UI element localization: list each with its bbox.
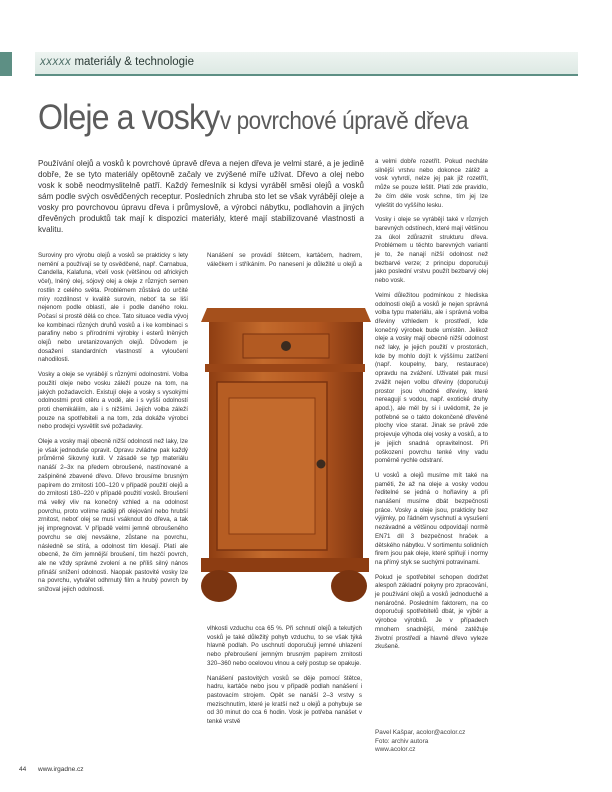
section-color-tab xyxy=(0,52,12,76)
column-2-text-bottom xyxy=(207,625,362,733)
author-credit xyxy=(375,729,535,755)
column-3-text xyxy=(375,158,488,658)
lead-paragraph: Používání olejů a vosků k povrchové úpravě dřeva a nejen dřeva je velmi staré, a je jedině dobře, že se tyto materiály opětovně začaly ve zvýšené míře užívat. Dřevo a olej nebo vosk k sobě neodmyslitelně patří. Každý řemeslník si kdysi vyráběl směsi olejů a vosků sám podle svých osvědčených receptur. Posledních zhruba sto let se však vyrábějí oleje a vosky pro povrchovou úpravu dřeva i průmyslově, a výrobci nábytku, podlahovin a jiných dřevěných produktů tak mají k dispozici materiály, které mají stabilizované vlastnosti a kvalitu. xyxy=(38,159,364,234)
article-title xyxy=(38,98,583,138)
paragraph: Vosky a oleje se vyrábějí s různými odolnostmi. Volba použití oleje nebo vosku záleží pouze na tom, na jakých požadavcích. Existují oleje a vosky s vysokými odolnostmi proti otěru a vodě, ale i s vyšší odolností proti chemikáliím, ale i s nižšími. Jejich volba záleží pouze na spotřebiteli a na tom, zda dokáže výrobci nebo prodejci vysvětlit své požadavky. xyxy=(38,371,188,431)
author-line: Pavel Kašpar, acolor@acolor.cz xyxy=(375,729,466,736)
column-1-text xyxy=(38,252,188,601)
paragraph: Suroviny pro výrobu olejů a vosků se prakticky s lety nemění a používají se ty osvědčené, např. Carnabua, Candella, Kalafuna, včelí vosk (většinou od afrických včel), lněný olej, sójový olej a oleje z různých semen rostlin z celého světa. Problémem zůstává do určité míry rozdílnost v kvalitě surovin, neboť ta se liší nejenom podle oblastí, ale i podle daného roku. Počasí si prostě dělá co chce. Tato situace vedla vývoj ke kombinaci různých druhů vosků a i ke kombinaci s parafiny nebo s přírodními výrobky i esterů lněných olejů nebo uretanizovaných olejů. Důvodem je dosažení standardních vlastností a vyloučení nahodilosti. xyxy=(38,252,188,364)
paragraph: U vosků a olejů musíme mít také na paměti, že až na oleje a vosky vodou ředitelné se jedná o hořlaviny a při nanášení musíme dbát bezpečnosti práce. Vosky a oleje jsou, prakticky bez výjimky, po řádném vyschnutí a vysušení nezávadné a většinou odpovídají normě EN71 díl 3 bezpečnost hraček a dětského nábytku. V sortimentu solidních firem jsou pak oleje, které splňují i normy na přímý styk se suchými potravinami. xyxy=(375,471,488,566)
title-sub: v povrchové úpravě dřeva xyxy=(219,107,468,135)
nightstand-photo xyxy=(195,268,373,608)
page-number: 44 xyxy=(19,766,27,773)
section-header xyxy=(35,52,578,76)
title-main: Oleje a vosky xyxy=(38,98,220,137)
section-prefix: xxxxx xyxy=(40,56,72,68)
paragraph: Nanášení pastovitých vosků se děje pomocí štětce, hadru, kartáče nebo jsou v případě podlah nanášení i pastovacím strojem. Opět se nanáší 2–3 vrstvy s mezischnutím, které je kratší než u olejů a pohybuje se od 30 minut do cca 6 hodin. Vosk je potřeba nanášet v tenké vrstvě xyxy=(207,674,362,726)
footer-url[interactable]: www.irgadne.cz xyxy=(38,766,84,773)
paragraph: a velmi dobře rozetřít. Pokud necháte silnější vrstvu nebo dokonce zátěž a vosk vytvrdí, nelze jej pak již rozetřít, může se pouze leštit. Platí zde pravidlo, že čím déle vosk schne, tím jej lze vyleštit do vyššího lesku. xyxy=(375,158,488,209)
section-title: materiály & technologie xyxy=(74,56,194,68)
paragraph: Pokud je spotřebitel schopen dodržet alespoň základní pokyny pro zpracování, je používání olejů a vosků jednoduché a nenáročné. Posledním faktorem, na co doporučuji spotřebitelů dbát, je výběr a výrobce výrobků. Je v případech mnohem snadnější, méně zatěžuje životní prostředí a hlavně dřevo vyleze zkušeně. xyxy=(375,573,488,651)
paragraph: Oleje a vosky mají obecně nižší odolnosti než laky, lze je však jednoduše opravit. Opravu zvládne pak každý průměrně šikovný kutil. V zásadě se typ materiálu nanáší 2–3x na předem obroušené, nastínované a zašpiněné zbavené dřevo. Dřevo brousíme brusným papírem do zrnitosti 100–120 v případě použití olejů a do zrnitosti 180–220 v případě použití vosků. Broušení má velký vliv na konečný vzhled a na odolnost povrchu, proto volíme raději při olejování nebo hrubší zrnitost, neboť olej se musí vsáknout do dřeva, a tak jej impregnovat. V případě velmi jemně obroušeného povrchu se olej nevsákne, zůstane na povrchu, následně se stírá, a odolnost tím klesají. Platí ale obecně, že čím jemnější broušení, tím hezčí povrch, ale ne vždy správné zvolení a ne příliš silný nános přináší snížení odolnosti. Naopak pastovité vosky lze na povrchu, vytvářet odhrnutý film a hrubý povrch by snižoval jejich odolnosti. xyxy=(38,438,188,594)
section-label xyxy=(40,56,194,68)
paragraph: Nanášení se provádí štětcem, kartáčem, hadrem, válečkem i stříkáním. Po nanesení je důležité u olejů a xyxy=(207,252,362,268)
paragraph: vlhkosti vzduchu cca 65 %. Při schnutí olejů a tekutých vosků je také důležitý pohyb vzduchu, to se však týká hlavně podlah. Po uschnutí doporučuji jemné uhlazení nebo přebroušení jemným brusným papírem zrnitosti 320–360 nebo ocelovou vlnou a celý postup se opakuje. xyxy=(207,625,362,667)
paragraph: Velmi důležitou podmínkou z hlediska odolnosti olejů a vosků je nejen správná volba typu materiálu, ale i správná volba dřeviny vzhledem k prostředí, kde konečný výrobek bude umístěn. Jelikož oleje a vosky mají obecně nižší odolnost než laky, je jejich použití v prostorách, kde by mohlo dojít k výššímu zatížení (např. koupelny, bary, restaurace) opravdu na zvážení. Uživatel pak musí zvážit nejen volbu dřeviny (doporučuji prostor jsou vhodné dřeviny, které nereagují s vodou, např. exotické druhy apod.), ale měl by si i uvědomit, že je potřebné se o takto dokončené dřevěné plochy více starat. Jinak se právě zde projevuje výhoda olej vosky a vosků, a to je jejich snadná opravitelnost. Při poškození povrchu tenké vlny vadu poměrně rychle odstraní. xyxy=(375,291,488,465)
paragraph: Vosky i oleje se vyrábějí také v různých barevných odstínech, které mají většinou za úkol zdůraznit strukturu dřeva. Problémem u těchto barevných variantí je to, že nanají nižší odolnost než bezbarvé verze; z principu doporučuji jako poslední vrstvu použít bezbarvý olej nebo vosk. xyxy=(375,216,488,285)
website-link[interactable]: www.acolor.cz xyxy=(375,746,416,754)
photo-credit: Foto: archiv autora xyxy=(375,737,429,745)
